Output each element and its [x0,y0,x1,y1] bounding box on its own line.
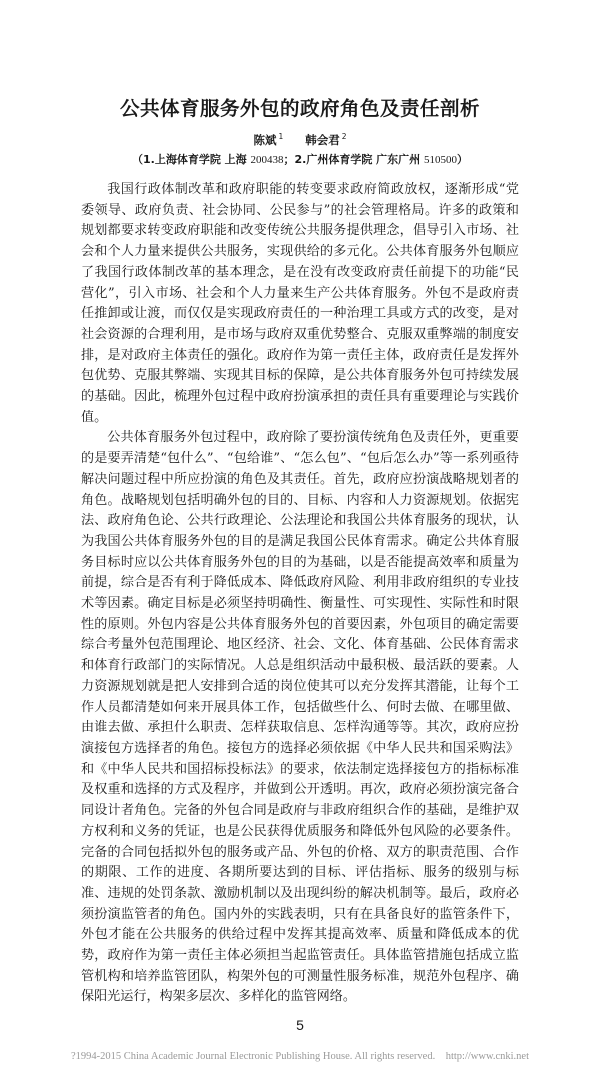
affiliation-1: 1.上海体育学院 上海 [143,153,251,166]
affiliation-2-zip: 510500 [424,154,457,166]
affiliation-1-zip: 200438 [250,154,284,166]
author-name: 韩会君 [305,133,340,147]
copyright-footer: ?1994-2015 China Academic Journal Electronic Publishing House. All rights reserved. http://www.cnki.net [70,1051,530,1063]
author-affiliation-marker: 1 [278,132,284,142]
author-list [0,132,600,148]
body-paragraph: 我国行政体制改革和政府职能的转变要求政府简政放权，逐渐形成“党委领导、政府负责、社会协同、公民参与”的社会管理格局。许多的政策和规划都要求转变政府职能和改变传统公共服务提供理念，倡导引入市场、社会和个人力量来提供公共服务，实现供给的多元化。公共体育服务外包顺应了我国行政体制改革的基本理念，是在没有改变政府责任前提下的功能“民营化”，引入市场、社会和个人力量来生产公共体育服务。外包不是政府责任推卸或让渡，而仅仅是实现政府责任的一种治理工具或方式的改变，是对社会资源的合理利用，是市场与政府双重优势整合、克服双重弊端的制度安排，是对政府主体责任的强化。政府作为第一责任主体，政府责任是发挥外包优势、克服其弊端、实现其目标的保障，是公共体育服务外包可持续发展的基础。因此，梳理外包过程中政府扮演承担的责任具有重要理论与实践价值。 [81,182,519,425]
paren-open: （ [132,153,143,166]
body-paragraph: 公共体育服务外包过程中，政府除了要扮演传统角色及责任外，更重要的是要弄清楚“包什么”、“包给谁”、“怎么包”、“包后怎么办”等一系列亟待解决问题过程中所应扮演的角色及其责任。首先，政府应扮演战略规划者的角色。战略规划包括明确外包的目的、目标、内容和人力资源规划。依据宪法、政府角色论、公共行政理论、公法理论和我国公共体育服务的现状，认为我国公共体育服务外包的目的是满足我国公民体育需求。确定公共体育服务目标时应以公共体育服务外包的目的为基础，以是否能提高效率和质量为前提，综合是否有利于降低成本、降低政府风险、利用非政府组织的专业技术等因素。确定目标是必须坚持明确性、衡量性、可实现性、实际性和时限性的原则。外包内容是公共体育服务外包的首要因素，外包项目的确定需要综合考量外包范围理论、地区经济、社会、文化、体育基础、公民体育需求和体育行政部门的实际情况。人总是组织活动中最积极、最活跃的要素。人力资源规划就是把人安排到合适的岗位使其可以充分发挥其潜能，让每个工作人员都清楚如何来开展具体工作，包括做些什么、何时去做、在哪里做、由谁去做、承担什么职责、怎样获取信息、怎样沟通等等。其次，政府应扮演接包方选择者的角色。接包方的选择必须依据《中华人民共和国采购法》和《中华人民共和国招标投标法》的要求，依法制定选择接包方的指标标准及权重和选择的方式及程序，并做到公开透明。再次，政府必须扮演完备合同设计者角色。完备的外包合同是政府与非政府组织合作的基础，是维护双方权利和义务的凭证，也是公民获得优质服务和降低外包风险的必要条件。完备的合同包括拟外包的服务或产品、外包的价格、双方的职责范围、合作的期限、工作的进度、各期所要达到的目标、评估指标、服务的级别与标准、违规的处罚条款、激励机制以及出现纠纷的解决机制等。最后，政府必须扮演监管者的角色。国内外的实践表明，只有在具备良好的监管条件下，外包才能在公共服务的供给过程中发挥其提高效率、质量和降低成本的优势，政府作为第一责任主体必须担当起监管责任。具体监管措施包括成立监管机构和培养监管团队，构架外包的可测量性服务标准，规范外包程序、确保阳光运行，构架多层次、多样化的监管网络。 [81,430,519,1005]
article-body [81,180,519,1008]
paren-close: ） [457,153,468,166]
article-title: 公共体育服务外包的政府角色及责任剖析 [119,97,480,120]
affiliation-separator: ； [283,153,295,166]
author-affiliation-marker: 2 [341,132,347,142]
affiliation-2: 2.广州体育学院 广东广州 [294,153,424,166]
page-number: 5 [296,1017,304,1034]
affiliation-line [0,152,600,168]
author-name: 陈斌 [253,133,277,147]
